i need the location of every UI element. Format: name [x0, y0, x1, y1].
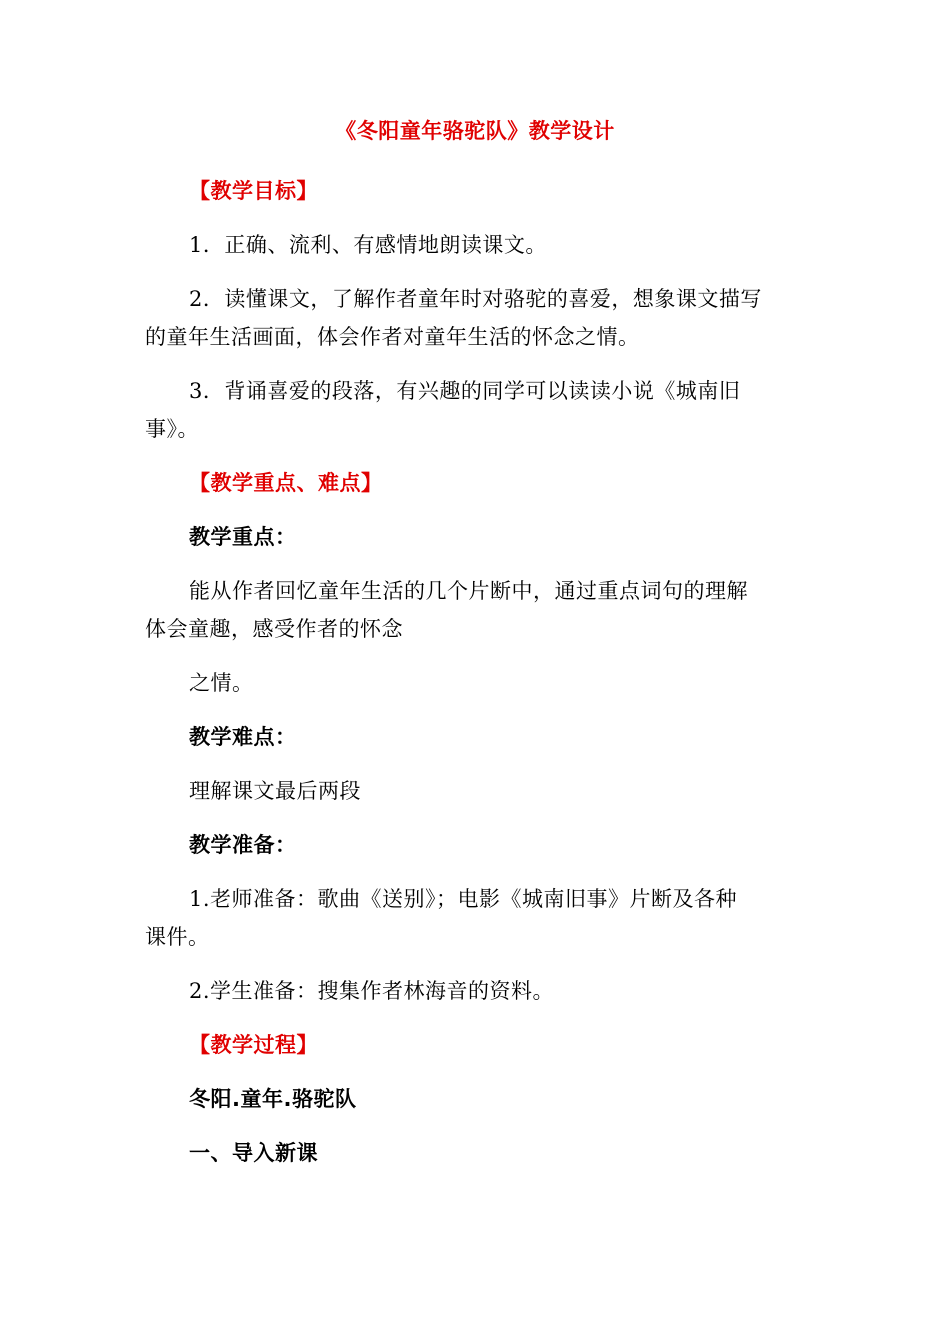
preparation-1-line-2: 课件。 [145, 925, 210, 949]
objectives-heading: 【教学目标】 [189, 179, 318, 203]
preparation-2: 2.学生准备：搜集作者林海音的资料。 [189, 979, 555, 1003]
objective-2-line-1: 2．读懂课文，了解作者童年时对骆驼的喜爱，想象课文描写 [189, 287, 762, 311]
section-1-heading: 一、导入新课 [189, 1141, 318, 1165]
difficulty-label: 教学难点： [189, 725, 297, 749]
key-point-line-3: 之情。 [189, 671, 254, 695]
key-point-line-1: 能从作者回忆童年生活的几个片断中，通过重点词句的理解 [189, 579, 748, 603]
objective-2-line-2: 的童年生活画面，体会作者对童年生活的怀念之情。 [145, 325, 640, 349]
preparation-1-line-1: 1.老师准备：歌曲《送别》；电影《城南旧事》片断及各种 [189, 887, 738, 911]
objective-1: 1．正确、流利、有感情地朗读课文。 [189, 233, 547, 257]
key-point-line-2: 体会童趣，感受作者的怀念 [145, 617, 403, 641]
key-point-label: 教学重点： [189, 525, 297, 549]
document-title: 《冬阳童年骆驼队》教学设计 [335, 119, 615, 143]
objective-3-line-1: 3．背诵喜爱的段落，有兴趣的同学可以读读小说《城南旧 [189, 379, 741, 403]
process-heading: 【教学过程】 [189, 1033, 318, 1057]
process-title: 冬阳.童年.骆驼队 [189, 1087, 357, 1111]
objective-3-line-2: 事》。 [145, 417, 199, 441]
key-points-heading: 【教学重点、难点】 [189, 471, 383, 495]
difficulty-text: 理解课文最后两段 [189, 779, 361, 803]
preparation-label: 教学准备： [189, 833, 297, 857]
